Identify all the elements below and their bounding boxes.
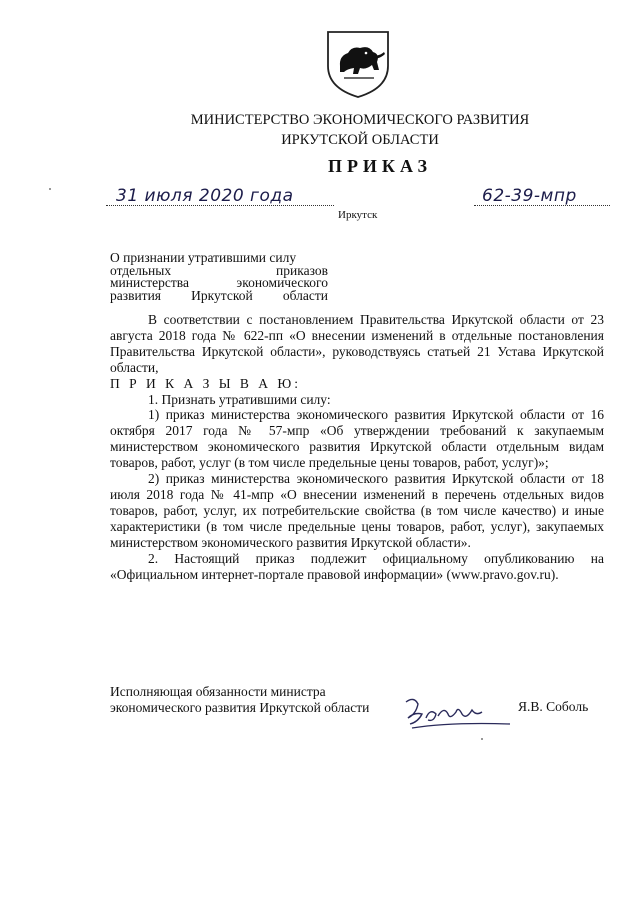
item-2: 2. Настоящий приказ подлежит официальному опубликованию на «Официальном интернет-портале правовой информации» (www.pravo.gov.ru). xyxy=(110,550,604,582)
date-underline xyxy=(106,205,334,206)
coat-of-arms-icon xyxy=(322,26,394,100)
number-handwritten: 62-39-мпр xyxy=(482,186,577,206)
number-underline xyxy=(474,205,610,206)
date-field xyxy=(106,186,334,212)
signatory-title xyxy=(110,684,369,715)
document-type-title: ПРИКАЗ xyxy=(327,156,433,176)
number-field xyxy=(474,186,610,212)
subject-line: министерства экономического xyxy=(110,275,328,290)
intro-paragraph: В соответствии с постановлением Правительства Иркутской области от 23 августа 2018 года № 622-пп «О внесении изменений в отдельные постановления Правительства Иркутской области», руководствуясь статьей 21 Устава Иркутской области, xyxy=(110,312,604,375)
ministry-name-line1: МИНИСТЕРСТВО ЭКОНОМИЧЕСКОГО РАЗВИТИЯ xyxy=(190,112,530,128)
signatory-title-line2: экономического развития Иркутской области xyxy=(110,699,370,715)
document-body xyxy=(110,312,604,582)
subject-line: отдельных приказов xyxy=(110,262,328,278)
date-handwritten: 31 июля 2020 года xyxy=(116,186,294,206)
signatory-name: Я.В. Соболь xyxy=(518,699,589,714)
ministry-name-line2: ИРКУТСКОЙ ОБЛАСТИ xyxy=(281,132,439,148)
handwritten-signature xyxy=(400,692,520,736)
item-1-1: 1) приказ министерства экономического развития Иркутской области от 16 октября 2017 года № 57-мпр «Об утверждении требований к закупаемым министерством экономического развития Иркутской области отдельным видам товаров, работ, услуг (в том числе предельные цены товаров, работ, услуг)»; xyxy=(110,407,604,471)
scan-speck xyxy=(49,188,51,190)
signatory-title-line1: Исполняющая обязанности министра xyxy=(110,684,326,699)
subject-line: развития Иркутской области xyxy=(110,287,328,303)
item-1: 1. Признать утратившими силу: xyxy=(148,391,331,407)
scan-speck xyxy=(481,738,483,740)
order-word: П Р И К А З Ы В А Ю: xyxy=(110,375,302,391)
subject-line: О признании утратившими силу xyxy=(110,250,297,265)
subject-block xyxy=(110,252,328,302)
item-1-2: 2) приказ министерства экономического развития Иркутской области от 18 июля 2018 года № 41-мпр «О внесении изменений в перечень отдельных видов товаров, работ, услуг, их потребительские свойства (в том числе качество) и иные характеристики (в том числе предельные цены товаров, работ, услуг), закупаемых министерством экономического развития Иркутской области». xyxy=(110,471,604,550)
city-label: Иркутск xyxy=(338,209,378,221)
